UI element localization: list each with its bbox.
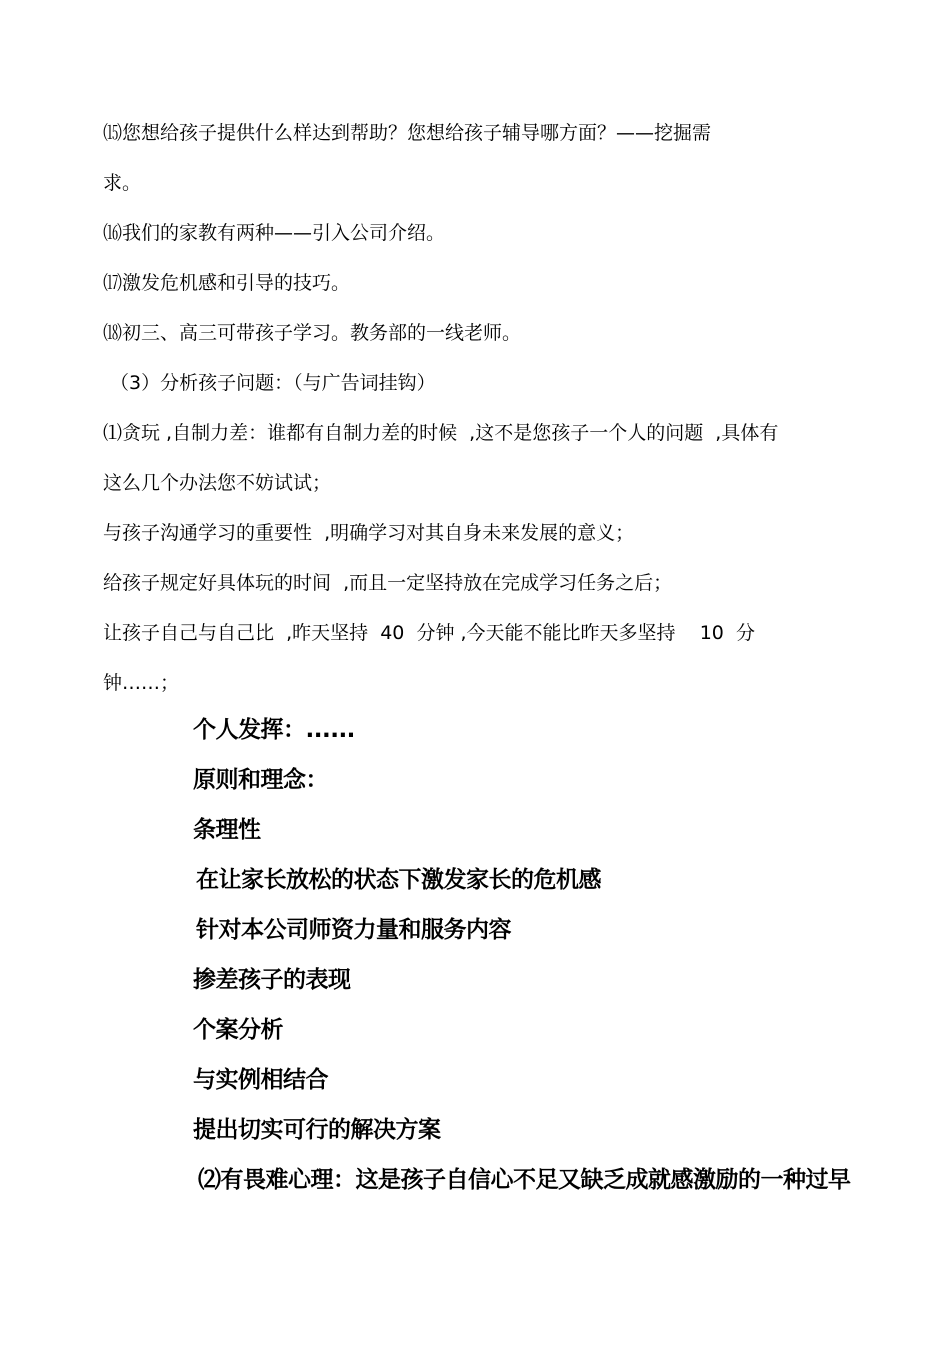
paragraph-line: ⒃我们的家教有两种——引入公司介绍。 — [103, 222, 446, 244]
paragraph-line: ⒂您想给孩子提供什么样达到帮助？您想给孩子辅导哪方面？——挖掘需 — [103, 122, 712, 144]
paragraph-line: ⒅初三、高三可带孩子学习。教务部的一线老师。 — [103, 322, 522, 344]
paragraph-line: ⒄激发危机感和引导的技巧。 — [103, 272, 351, 294]
paragraph-line: 给孩子规定好具体玩的时间 ,而且一定坚持放在完成学习任务之后； — [103, 572, 673, 594]
paragraph-line: 与孩子沟通学习的重要性 ,明确学习对其自身未来发展的意义； — [103, 522, 635, 544]
paragraph-line: 让孩子自己与自己比 ,昨天坚持 40 分钟 ,今天能不能比昨天多坚持 10 分 — [103, 622, 755, 644]
bold-line: 与实例相结合 — [193, 1067, 328, 1093]
bold-line: 条理性 — [193, 817, 261, 843]
bold-line: 针对本公司师资力量和服务内容 — [196, 917, 511, 943]
paragraph-line: ⑴贪玩 ,自制力差：谁都有自制力差的时候 ,这不是您孩子一个人的问题 ,具体有 — [103, 422, 779, 444]
paragraph-line: 钟……； — [103, 672, 180, 694]
bold-line: ⑵有畏难心理：这是孩子自信心不足又缺乏成就感激励的一种过早 — [198, 1167, 851, 1193]
bold-line: 提出切实可行的解决方案 — [193, 1117, 441, 1143]
bold-line: 个案分析 — [193, 1017, 283, 1043]
paragraph-line: 这么几个办法您不妨试试； — [103, 472, 332, 494]
bold-line: 掺差孩子的表现 — [193, 967, 351, 993]
bold-line: 原则和理念： — [193, 767, 328, 793]
bold-line: 个人发挥：...... — [193, 717, 355, 743]
paragraph-line: 求。 — [103, 172, 142, 194]
section-heading: （3）分析孩子问题：（与广告词挂钩） — [110, 372, 436, 394]
bold-line: 在让家长放松的状态下激发家长的危机感 — [196, 867, 601, 893]
